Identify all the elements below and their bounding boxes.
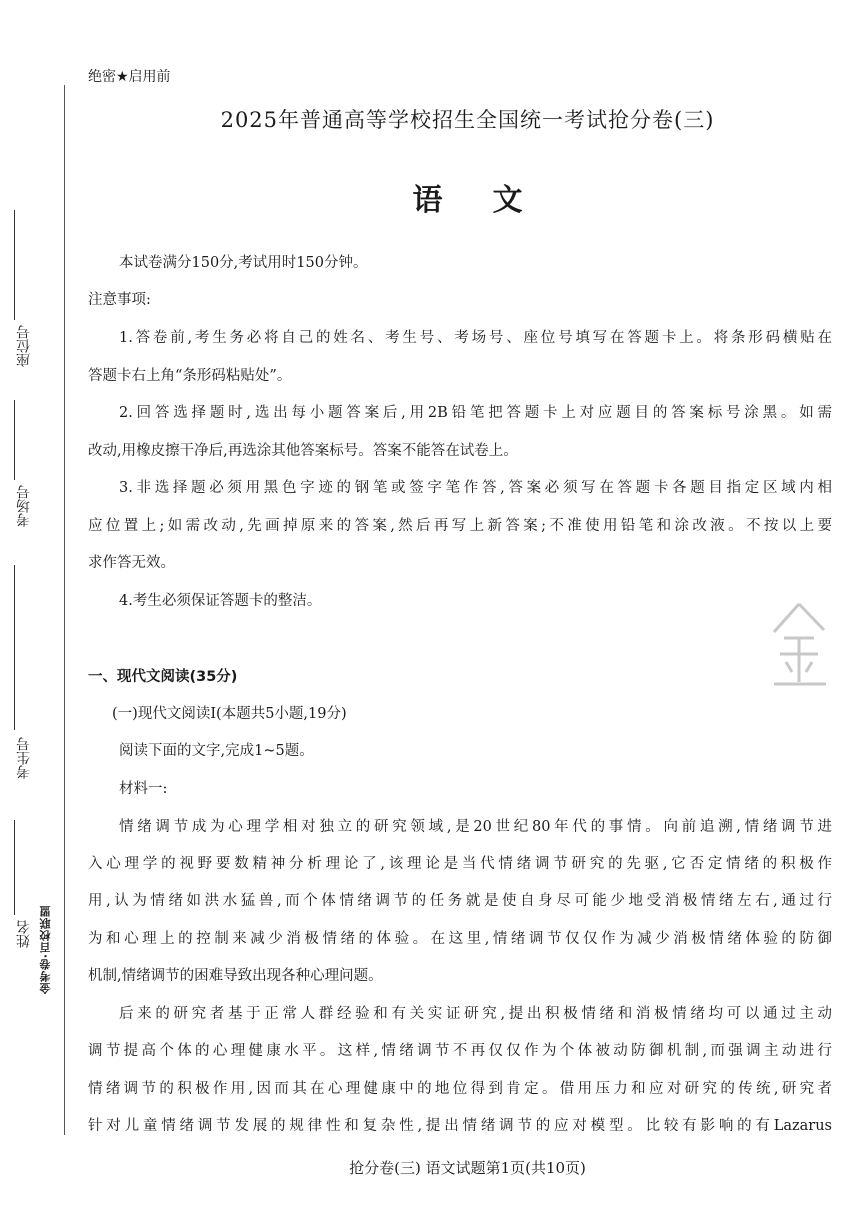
passage-p2-line-2: 调节提高个体的心理健康水平。这样,情绪调节不再仅仅作为个体被动防御机制,而强调主动进行 (88, 1043, 832, 1059)
room-number-blank (14, 400, 15, 480)
room-number-label: 考场号 (16, 485, 32, 527)
exam-title: 2025年普通高等学校招生全国统一考试抢分卷(三) (220, 108, 715, 132)
notice-4: 4.考生必须保证答题卡的整洁。 (119, 593, 322, 609)
binding-line (64, 85, 65, 1135)
subsection-heading: (一)现代文阅读Ⅰ(本题共5小题,19分) (112, 706, 347, 722)
notice-heading: 注意事项: (88, 292, 151, 308)
passage-p1-line-5: 机制,情绪调节的困难导致出现各种心理问题。 (88, 968, 383, 984)
material-label: 材料一: (119, 781, 168, 797)
notice-3-line-3: 求作答无效。 (88, 555, 175, 571)
passage-p2-line-3: 情绪调节的积极作用,因而其在心理健康中的地位得到肯定。借用压力和应对研究的传统,研究者 (88, 1081, 832, 1097)
candidate-number-label: 考生号 (16, 737, 32, 779)
notice-2-line-2: 改动,用橡皮擦干净后,再选涂其他答案标号。答案不能答在试卷上。 (88, 443, 518, 459)
notice-2-line-1: 2.回答选择题时,选出每小题答案后,用2B铅笔把答题卡上对应题目的答案标号涂黑。如需 (119, 405, 832, 421)
seat-number-field (6, 325, 46, 367)
passage-p1-line-3: 用,认为情绪如洪水猛兽,而个体情绪调节的任务就是使自身尽可能少地受消极情绪左右,通过行 (88, 893, 832, 909)
score-info: 本试卷满分150分,考试用时150分钟。 (119, 255, 368, 271)
passage-p1-line-1: 情绪调节成为心理学相对独立的研究领域,是20世纪80年代的事情。向前追溯,情绪调节进 (119, 819, 832, 835)
confidential-mark: 绝密★启用前 (88, 69, 171, 85)
notice-1-line-2: 答题卡右上角“条形码粘贴处”。 (88, 368, 292, 384)
notice-1-line-1: 1.答卷前,考生务必将自己的姓名、考生号、考场号、座位号填写在答题卡上。将条形码横贴在 (119, 330, 832, 346)
name-blank (14, 820, 15, 915)
subject-title: 语文 (412, 183, 573, 218)
name-label: 姓名 (16, 920, 32, 948)
candidate-number-field (6, 737, 46, 779)
passage-p2-line-1: 后来的研究者基于正常人群经验和有关实证研究,提出积极情绪和消极情绪均可以通过主动 (119, 1006, 832, 1022)
passage-p2-line-4: 针对儿童情绪调节发展的规律性和复杂性,提出情绪调节的应对模型。比较有影响的有Lazarus (88, 1118, 832, 1134)
gold-watermark-icon (768, 598, 830, 690)
room-number-field (6, 485, 46, 527)
candidate-number-blank (14, 565, 15, 730)
seat-number-blank (14, 210, 15, 320)
seat-number-label: 座位号 (16, 325, 32, 367)
reading-instruction: 阅读下面的文字,完成1~5题。 (119, 743, 314, 759)
passage-p1-line-2: 入心理学的视野要数精神分析理论了,该理论是当代情绪调节研究的先驱,它否定情绪的积极作 (88, 856, 832, 872)
passage-p1-line-4: 为和心理上的控制来减少消极情绪的体验。在这里,情绪调节仅仅作为减少消极情绪体验的防御 (88, 931, 832, 947)
notice-3-line-2: 应位置上;如需改动,先画掉原来的答案,然后再写上新答案;不准使用铅笔和涂改液。不按以上要 (88, 518, 832, 534)
notice-3-line-1: 3.非选择题必须用黑色字迹的钢笔或签字笔作答,答案必须写在答题卡各题目指定区域内相 (119, 480, 832, 496)
section-heading: 一、现代文阅读(35分) (88, 669, 238, 685)
page-footer: 抢分卷(三) 语文试题第1页(共10页) (349, 1159, 586, 1177)
brand-label: 金考卷·百校联盟 (39, 905, 52, 995)
